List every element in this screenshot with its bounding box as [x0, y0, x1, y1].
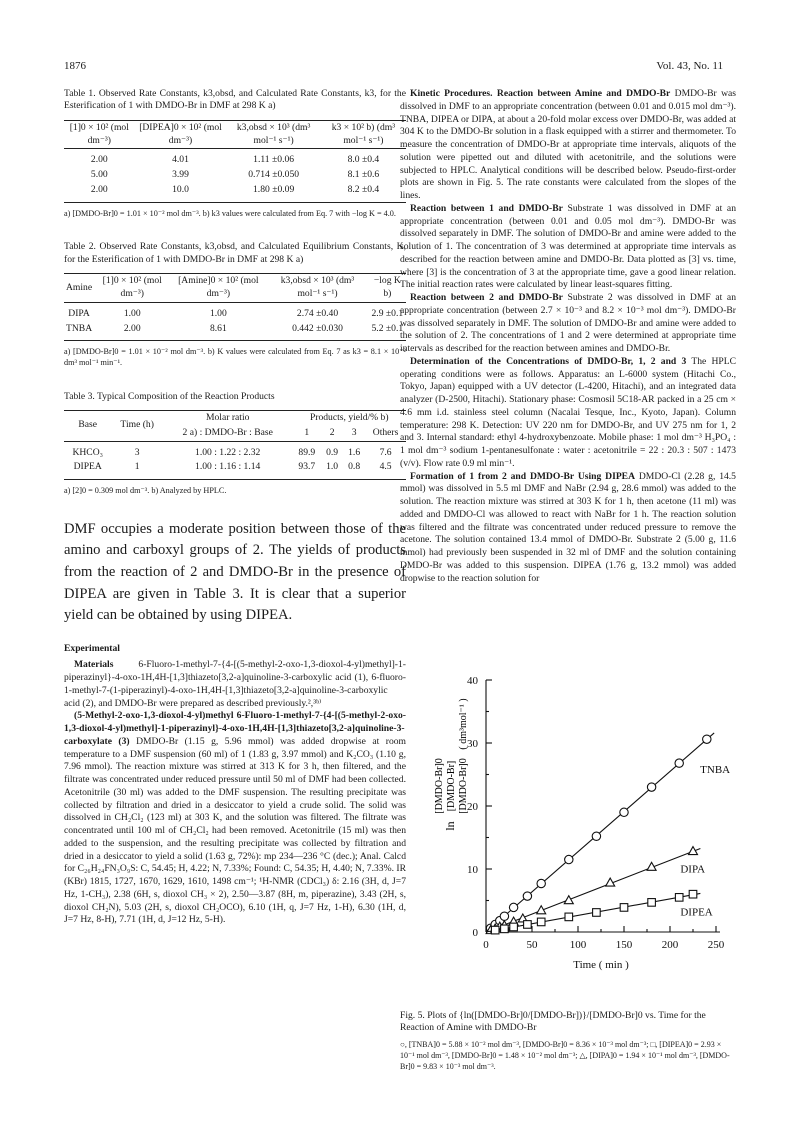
y-axis-label: [434, 698, 469, 830]
table-cell: 2.00: [64, 183, 135, 202]
x-tick-label: 100: [569, 939, 587, 951]
data-point-dipea: [675, 894, 683, 902]
table-cell: 7.6: [379, 446, 392, 458]
table-row: [64, 168, 406, 183]
data-point-tnba: [523, 892, 531, 900]
table-cell: 1: [111, 460, 163, 479]
paragraph-reaction-2: [400, 292, 736, 356]
paragraph-head: Materials: [74, 659, 114, 671]
data-point-tnba: [675, 759, 683, 767]
table1: [64, 120, 406, 203]
y-tick-label: 20: [467, 801, 478, 813]
table1-caption: Table 1. Observed Rate Constants, k3,obsd, and Calculated Rate Constants, k3, for the Esterification of 1 with DMDO-Br in DMF at 298 K a): [64, 88, 406, 112]
paragraph-text: Substrate 1 was dissolved in DMF at an appropriate concentration (between 0.01 and 0.05 mol dm⁻³). DMDO-Br was dissolved separately in DMF. The solution of DMDO-Br and amine were added to the solution of 1. The concentration of 3 was determined at appropriate time intervals as described for the reaction between amine and DMDO-Br. Data plotted as [3] vs. time, where [3] is the concentration of 3 at the appropriate time, gave a good linear relation. The initial reaction rates were calculated by linear least-squares fitting.: [400, 202, 736, 291]
y-label-ln: ln: [443, 821, 457, 831]
table2-col0: Amine: [64, 274, 94, 303]
paragraph-text: DMDO-Br was dissolved in DMF to an appropriate concentration (between 0.01 and 0.015 mol dm⁻³). TNBA, DIPEA or DIPA, at about a 20-fold molar excess over DMDO-Br, was added at 304 K to the DMDO-Br solution in a flask equipped with a stirrer and thermometer. To measure the concentration of DMDO-Br at appropriate time intervals, aliquots of the solution were pipetted out and diluted with acetonitrile, and the solutions were subjected to HPLC. Analytical conditions will be described below. Pseudo-first-order plots are shown in Fig. 5. The rate constants were calculated from the slopes of the lines.: [400, 88, 736, 201]
table3-sub-2: 2: [321, 426, 343, 441]
paragraph-head: Reaction between 2 and DMDO-Br: [410, 292, 563, 303]
table-cell: DIPEA: [64, 460, 111, 479]
data-point-tnba: [565, 855, 573, 863]
y-tick-label: 30: [467, 738, 478, 750]
table-cell: 93.7: [292, 460, 321, 479]
table-row: [64, 460, 406, 479]
paragraph-text: The HPLC operating conditions were as follows. Apparatus: an L-6000 system (Hitachi Co., Tokyo, Japan) equipped with a UV detector (L-4200, Hitachi), and an integrated data analyzer (D-2500, Hitachi). Stationary phase: Cosmosil 5C18-AR packed in a 25 cm × 4.6 mm i.d. stainless steel column (Nacalai Tesque, Inc., Kyoto, Japan). Column temperature: 298 K. Detection: UV 220 nm for DMDO-Br, and UV 275 nm for 1, 2 and 3. Internal standard: ethyl 4-hydroxybenzoate. Mobile phase: 1 mol dm⁻³ H₃PO₄ : 1 mol dm⁻³ sodium 1-pentanesulfonate : water : acetonitrile = 22 : 20.3 : 507 : 1473 (v/v). Flow rate 0.9 ml min⁻¹.: [400, 355, 736, 469]
paragraph-compound-3: [64, 710, 406, 927]
table3-col-products: Products, yield/% b): [292, 411, 406, 426]
paragraph-reaction-1: [400, 203, 736, 292]
table2-col1: [1]0 × 10² (mol dm⁻³): [94, 274, 170, 303]
x-tick-label: 200: [661, 939, 679, 951]
y-label-unit: ( dm³mol⁻¹ ): [458, 698, 469, 750]
table3-col-base: Base: [64, 411, 111, 442]
table2-col4: −log K b): [369, 274, 406, 303]
table-cell: 5.2 ±0.1: [369, 322, 406, 341]
table-cell: 8.2 ±0.4: [321, 183, 406, 202]
table-row: [64, 302, 406, 321]
data-point-tnba: [509, 903, 517, 911]
table-cell: TNBA: [64, 322, 94, 341]
table-row: [64, 441, 406, 460]
right-column: [400, 88, 736, 585]
chart-svg: [420, 664, 740, 976]
table-cell: 8.1 ±0.6: [347, 169, 380, 181]
table-cell: 89.9: [298, 446, 316, 458]
page-number: 1876: [64, 60, 86, 72]
data-point-tnba: [500, 912, 508, 920]
series-line-dipa: [486, 848, 700, 932]
table1-note: a) [DMDO-Br]0 = 1.01 × 10⁻² mol dm⁻³. b) k3 values were calculated from Eq. 7 with −log K = 4.0.: [64, 208, 396, 218]
table-cell: 4.01: [172, 154, 189, 166]
paragraph-formation: [400, 471, 736, 586]
series-label-dipea: DIPEA: [680, 906, 713, 919]
paragraph-text: Substrate 2 was dissolved in DMF at an appropriate concentration (between 2.7 × 10⁻³ and 8.2 × 10⁻³ mol dm⁻³). DMDO-Br was dissolved separately in DMF. The solution of DMDO-Br and amine were added to the solution of 2. The concentrations of 1 and 2 were determined at appropriate time intervals as described for the reaction between amines and DMDO-Br.: [400, 292, 736, 354]
data-point-dipea: [524, 921, 532, 929]
series-label-dipa: DIPA: [680, 863, 706, 876]
data-point-tnba: [620, 808, 628, 816]
figure-5: [420, 664, 740, 976]
data-point-dipea: [537, 918, 545, 926]
table-row: [64, 322, 406, 341]
paragraph-head: Determination of the Concentrations of DMDO-Br, 1, 2 and 3: [410, 355, 687, 367]
table1-col2: [DIPEA]0 × 10² (mol dm⁻³): [135, 120, 227, 149]
table-cell: 5.00: [90, 169, 108, 181]
paragraph-head: Formation of 1 from 2 and DMDO-Br Using DIPEA: [410, 470, 636, 482]
table-cell: 2.00: [90, 154, 108, 166]
table-cell: DIPA: [68, 307, 90, 319]
paragraph-text: DMDO-Cl (2.28 g, 14.5 mmol) was dissolved in 5.5 ml DMF and NaBr (2.94 g, 28.6 mmol) was added to the solution. The reaction mixture was stirred at 303 K for 1 h, then acetone (11 ml) was added and DMDO-Cl was allowed to react with NaBr for 1 h. The reaction solution was filtered and the filtrate was concentrated under reduced pressure to remove the acetone. The solution contained 13.4 mmol of DMDO-Br. Substrate 2 (5.00 g, 11.6 mmol) had previously been suspended in 32 ml of DMF and the solution containing DMDO-Br was added to this suspension. DIPEA (1.76 g, 13.2 mmol) was added dropwise to the reaction solution for: [400, 470, 736, 584]
x-axis-label: Time ( min ): [573, 959, 629, 971]
x-tick-label: 0: [483, 939, 489, 951]
data-point-dipea: [648, 899, 656, 907]
table-cell: 4.5: [365, 460, 406, 479]
data-point-tnba: [592, 832, 600, 840]
table-cell: 1.80 ±0.09: [226, 183, 320, 202]
figure-caption-title: Fig. 5. Plots of {ln([DMDO-Br]0/[DMDO-Br])}/[DMDO-Br]0 vs. Time for the Reaction of Amine with DMDO-Br: [400, 1010, 706, 1034]
table1-col1: [1]0 × 10² (mol dm⁻³): [64, 120, 135, 149]
table-cell: 0.442 ±0.030: [266, 322, 368, 341]
y-tick-label: 0: [472, 927, 478, 939]
paragraph-text: DMDO-Br (1.15 g, 5.96 mmol) was added dropwise at room temperature to a DMF suspension (60 ml) of 1 (1.83 g, 3.97 mmol) and K₂CO₃ (1.10 g, 7.96 mmol). The reaction mixture was stirred at 313 K for 3 h, then filtered, and the filtrate was concentrated under reduced pressure until 50 ml of DMF had been collected. Acetonitrile (30 ml) was added to the DMF suspension. The resulting precipitate was collected by filtration and dried in a desiccator to yield a crude solid. The solid was dissolved in CH₂Cl₂ (123 ml) at 303 K, and the solution was filtered. The filtrate was concentrated until 100 ml of CH₂Cl₂ had been removed. Acetonitrile (15 ml) was then added to the suspension, and the resulting precipitate was collected by filtration and dried in a desiccator to yield a solid (1.63 g, 72%): mp 234—236 °C (dec.); Anal. Calcd for C₂₆H₂₄FN₃O₉S: C, 54.45; H, 4.22; N, 7.33%; Found: C, 54.35; H, 4.40; N, 7.33%. IR (KBr) 1815, 1727, 1670, 1629, 1610, 1498 cm⁻¹; ¹H-NMR (CDCl₃) δ: 2.16 (3H, d, J=7 Hz, 1-CH₃), 2.38 (6H, s, dioxol CH₃ × 2), 2.50—3.87 (8H, m, piperazine), 3.43 (2H, s, dioxol CH₂N), 5.03 (2H, s, dioxol CH₂OCO), 6.10 (1H, q, J=7 Hz, 1-H), 6.30 (1H, d, J=7 Hz, 8-H), 7.71 (1H, d, J=12 Hz, 5-H).: [64, 735, 407, 926]
table-cell: 3.99: [172, 169, 189, 181]
data-point-tnba: [703, 735, 711, 743]
table3: [64, 410, 406, 480]
table1-col3: k3,obsd × 10³ (dm³ mol⁻¹ s⁻¹): [226, 120, 320, 149]
table3-col-molar: Molar ratio: [163, 411, 293, 426]
table1-col4: k3 × 10² b) (dm³ mol⁻¹ s⁻¹): [321, 120, 406, 149]
table-cell: 0.9: [326, 446, 339, 458]
figure-caption: [400, 1010, 736, 1072]
data-point-dipea: [593, 909, 601, 917]
journal-volume: Vol. 43, No. 11: [656, 60, 723, 72]
table-cell: 1.11 ±0.06: [253, 154, 295, 166]
series-label-tnba: TNBA: [700, 763, 731, 776]
table-cell: 1.00: [209, 307, 227, 319]
body-paragraph: DMF occupies a moderate position between those of the amino and carboxyl groups of 2. The yields of products from the reaction of 2 and DMDO-Br in the presence of DIPEA are given in Table 3. It is clear that a superior yield can be obtained by using DIPEA.: [64, 520, 406, 624]
table-cell: 0.8: [343, 460, 365, 479]
table2-col3: k3,obsd × 10³ (dm³ mol⁻¹ s⁻¹): [266, 274, 368, 303]
paragraph-text: 6-Fluoro-1-methyl-7-{4-[(5-methyl-2-oxo-1,3-dioxol-4-yl)methyl]-1-piperazinyl}-4-oxo-1H,4H-[1,3]thiazeto[3,2-a]quinoline-3-carboxylic acid (1), 6-fluoro-1-methyl-7-(1-piperazinyl)-4-oxo-1H,4H-[1,3]thiazeto[3,2-a]quinoline-3-carboxylic acid (2), and DMDO-Br were prepared as described previously.²,³ᵇ⁾: [64, 659, 406, 709]
table-cell: 1.6: [348, 446, 361, 458]
table-cell: 1.0: [321, 460, 343, 479]
data-point-tnba: [647, 783, 655, 791]
data-point-dipea: [689, 890, 697, 898]
y-label-den: [DMDO-Br]: [446, 760, 457, 812]
data-point-dipea: [620, 904, 628, 912]
table-cell: 0.714 ±0.050: [248, 169, 300, 181]
table3-col-molar-sub: 2 a) : DMDO-Br : Base: [163, 426, 293, 441]
table2-note: a) [DMDO-Br]0 = 1.01 × 10⁻² mol dm⁻³. b) K values were calculated from Eq. 7 as k3 = 8.1 × 10⁻² dm³ mol⁻¹ min⁻¹.: [64, 347, 406, 367]
paragraph-head: Kinetic Procedures. Reaction between Amine and DMDO-Br: [410, 88, 671, 99]
table2-caption: Table 2. Observed Rate Constants, k3,obsd, and Calculated Equilibrium Constants, K, for the Esterification of 1 with DMDO-Br in DMF at 298 K a): [64, 241, 406, 265]
table3-sub-3: 3: [343, 426, 365, 441]
table3-caption: Table 3. Typical Composition of the Reaction Products: [64, 390, 275, 402]
table-cell: 1.00 : 1.22 : 2.32: [195, 446, 261, 458]
table-row: [64, 149, 406, 168]
y-label-num: [DMDO-Br]0: [434, 758, 445, 814]
paragraph-head: (5-Methyl-2-oxo-1,3-dioxol-4-yl)methyl 6-Fluoro-1-methyl-7-{4-[(5-methyl-2-oxo-1,3-dioxol-4-yl)methyl]-1-piperazinyl}-4-oxo-1H,4H-[1,3]thiazeto[3,2-a]quinoline-3-carboxylate (3): [64, 710, 406, 747]
data-point-dipea: [565, 913, 573, 921]
data-point-dipea: [491, 926, 499, 934]
y-tick-label: 10: [467, 864, 478, 876]
table-cell: 1.00 : 1.16 : 1.14: [163, 460, 293, 479]
table3-col-time: Time (h): [111, 411, 163, 442]
paragraph-materials: [64, 659, 406, 710]
table-cell: 10.0: [135, 183, 227, 202]
y-tick-label: 40: [467, 675, 478, 687]
paragraph-head: Reaction between 1 and DMDO-Br: [410, 202, 563, 214]
table-cell: 1.00: [123, 307, 141, 319]
table3-note: a) [2]0 = 0.309 mol dm⁻³. b) Analyzed by HPLC.: [64, 486, 227, 496]
table3-sub-1: 1: [292, 426, 321, 441]
data-point-dipea: [501, 925, 509, 933]
table2: [64, 273, 406, 341]
x-tick-label: 50: [526, 939, 538, 951]
table-cell: 2.00: [94, 322, 170, 341]
left-column: [64, 88, 406, 927]
x-tick-label: 250: [707, 939, 725, 951]
data-point-dipea: [510, 923, 518, 931]
y-label-den2: [DMDO-Br]0: [458, 758, 469, 814]
figure-caption-legend: ○, [TNBA]0 = 5.88 × 10⁻² mol dm⁻³, [DMDO-Br]0 = 8.36 × 10⁻³ mol dm⁻³; □, [DIPEA]0 = 2.93 × 10⁻¹ mol dm⁻³, [DMDO-Br]0 = 1.48 × 10⁻² mol dm⁻³; △, [DIPA]0 = 1.94 × 10⁻¹ mol dm⁻³, [DMDO-Br]0 = 9.83 × 10⁻³ mol dm⁻³.: [400, 1039, 730, 1071]
paragraph-kinetic: [400, 88, 736, 203]
table2-col2: [Amine]0 × 10² (mol dm⁻³): [170, 274, 266, 303]
table-cell: KHCO₃: [72, 446, 103, 458]
table3-sub-others: Others: [365, 426, 406, 441]
table-cell: 3: [134, 446, 140, 458]
table-cell: 2.74 ±0.40: [296, 307, 339, 319]
data-point-dipa: [564, 896, 573, 904]
table-cell: 8.0 ±0.4: [347, 154, 380, 166]
paragraph-determination: [400, 356, 736, 471]
table-cell: 2.9 ±0.1: [371, 307, 404, 319]
table-row: [64, 183, 406, 202]
section-heading-experimental: Experimental: [64, 642, 120, 654]
data-point-tnba: [537, 879, 545, 887]
table-cell: 8.61: [170, 322, 266, 341]
x-tick-label: 150: [615, 939, 633, 951]
